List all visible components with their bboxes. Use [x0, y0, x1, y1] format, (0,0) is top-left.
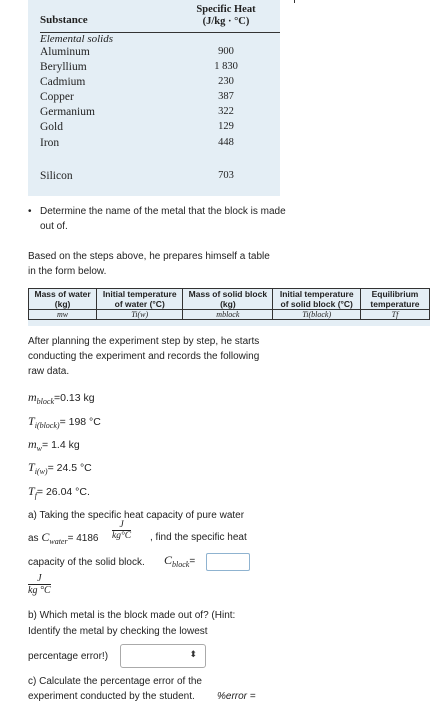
m-w-sub: w	[36, 444, 43, 454]
heat-table-row	[40, 61, 250, 76]
table-corner-rule	[294, 0, 295, 3]
substance-name: Cadmium	[40, 76, 86, 88]
c-water-sub: water	[49, 537, 68, 546]
specific-heat-value: 900	[218, 46, 234, 57]
substance-name: Germanium	[40, 106, 95, 118]
qa-as: as	[28, 533, 42, 544]
substance-name: Copper	[40, 91, 74, 103]
c-water-symbol: C	[41, 530, 50, 544]
form-table	[28, 288, 430, 326]
form-col-header: Mass of solid block	[183, 289, 273, 300]
specific-heat-value: 703	[218, 170, 234, 181]
heat-table-row	[40, 76, 250, 91]
c-block-sub: block	[172, 560, 190, 569]
qb-line2: Identify the metal by checking the lowest	[28, 626, 208, 637]
error-label: %error =	[217, 691, 256, 702]
c-block-expr	[164, 553, 195, 569]
heat-table-row	[40, 91, 250, 106]
t-f-value: = 26.04 °C.	[36, 486, 90, 498]
substance-name: Beryllium	[40, 61, 87, 73]
form-col-symbol: mw	[29, 310, 97, 320]
col-units: (J/kg · °C)	[202, 16, 250, 27]
form-col-header: Equilibrium	[360, 289, 429, 300]
c-block-symbol: C	[164, 553, 173, 567]
form-col-symbol: mblock	[183, 310, 273, 320]
specific-heat-value: 230	[218, 76, 234, 87]
unit-numerator: J	[112, 520, 131, 531]
form-col-symbol: Tf	[360, 310, 429, 320]
metal-select[interactable]	[120, 644, 206, 668]
form-col-header: Initial temperature	[97, 289, 183, 300]
intro-text: Based on the steps above, he prepares himself a table in the form below.	[28, 251, 270, 277]
qb-line1: b) Which metal is the block made out of? (Hint:	[28, 610, 236, 621]
qc-line2: experiment conducted by the student.	[28, 691, 195, 702]
specific-heat-table	[28, 0, 280, 196]
after-text: After planning the experiment step by step, he starts conducting the experiment and records the following raw data.	[28, 336, 260, 377]
qa-line1: a) Taking the specific heat capacity of pure water	[28, 510, 245, 521]
col-specific-heat	[190, 4, 262, 28]
qa-tail: , find the specific heat	[150, 532, 247, 543]
bullet-text: Determine the name of the metal that the block is made out of.	[40, 206, 286, 232]
specific-heat-value: 448	[218, 137, 234, 148]
raw-m-w	[28, 437, 80, 453]
c-water-value: = 4186	[67, 533, 99, 544]
m-block-sub: block	[36, 397, 54, 407]
substance-name: Iron	[40, 137, 60, 149]
heat-table-row	[40, 106, 250, 121]
select-arrow-icon: ⬍	[189, 649, 197, 659]
block-unit-fraction	[28, 573, 51, 596]
heat-table-row	[40, 170, 250, 185]
m-symbol: m	[28, 390, 37, 404]
t-symbol: T	[28, 460, 35, 474]
t-block-value: = 198 °C	[59, 416, 101, 428]
water-unit-fraction	[112, 520, 131, 541]
form-col-subheader: temperature	[360, 299, 429, 310]
t-symbol: T	[28, 414, 35, 428]
form-col-subheader: (kg)	[29, 299, 97, 310]
form-col-subheader: (kg)	[183, 299, 273, 310]
form-col-subheader: of water (°C)	[97, 299, 183, 310]
form-col-symbol: Ti(block)	[273, 310, 360, 320]
t-w-value: = 24.5 °C	[47, 462, 92, 474]
bullet-dot: •	[28, 206, 32, 217]
specific-heat-value: 129	[218, 121, 234, 132]
form-col-header: Initial temperature	[273, 289, 360, 300]
t-symbol: T	[28, 484, 35, 498]
t-w-sub: i(w)	[34, 467, 48, 477]
unit-denominator: kg°C	[112, 531, 132, 541]
m-symbol: m	[28, 437, 37, 451]
substance-name: Silicon	[40, 170, 73, 182]
substance-name: Gold	[40, 121, 63, 133]
form-col-subheader: of solid block (°C)	[273, 299, 360, 310]
heat-table-row	[40, 137, 250, 152]
specific-heat-value: 1 830	[214, 61, 238, 72]
col-specific-heat-label: Specific Heat	[196, 4, 256, 15]
qa-line2	[28, 530, 98, 546]
c-block-equals: =	[189, 556, 196, 567]
qb-line3: percentage error!)	[28, 651, 109, 662]
qa-line3: capacity of the solid block.	[28, 557, 145, 568]
table-header	[40, 6, 280, 33]
unit-denominator: kg °C	[28, 585, 51, 596]
specific-heat-value: 387	[218, 91, 234, 102]
t-f-sub: f	[34, 491, 37, 501]
col-substance: Substance	[40, 14, 88, 26]
heat-table-row	[40, 121, 250, 136]
substance-name: Aluminum	[40, 46, 90, 58]
raw-m-block	[28, 390, 95, 406]
raw-t-f	[28, 484, 90, 500]
c-block-answer-input[interactable]	[206, 553, 250, 571]
form-col-symbol: Ti(w)	[97, 310, 183, 320]
unit-numerator: J	[28, 573, 51, 585]
m-block-value: =0.13 kg	[54, 392, 95, 404]
raw-t-w	[28, 460, 92, 476]
specific-heat-value: 322	[218, 106, 234, 117]
form-col-header: Mass of water	[29, 289, 97, 300]
raw-t-block	[28, 414, 101, 430]
m-w-value: = 1.4 kg	[42, 439, 80, 451]
category-label: Elemental solids	[40, 33, 114, 45]
heat-table-row	[40, 46, 250, 61]
qc-line1: c) Calculate the percentage error of the	[28, 676, 202, 687]
t-block-sub: i(block)	[34, 421, 60, 431]
